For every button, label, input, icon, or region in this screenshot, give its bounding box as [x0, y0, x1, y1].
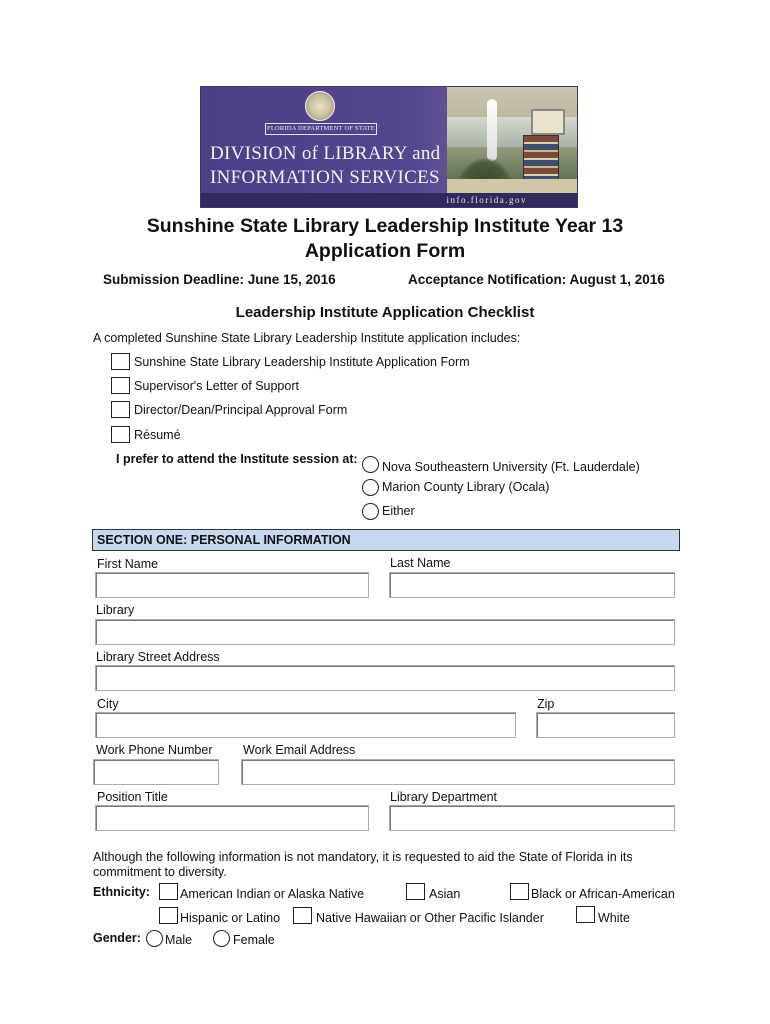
- checklist-checkbox-supervisor-letter[interactable]: [111, 377, 130, 394]
- heron-icon: [487, 99, 497, 161]
- first-name-input[interactable]: [95, 572, 369, 598]
- work-email-label: Work Email Address: [243, 743, 356, 757]
- section-one-title: SECTION ONE: PERSONAL INFORMATION: [97, 533, 351, 547]
- checklist-item-label: Sunshine State Library Leadership Institute Application Form: [134, 355, 470, 369]
- submission-deadline: Submission Deadline: June 15, 2016: [103, 272, 336, 287]
- state-seal-icon: [305, 91, 335, 121]
- section-one-header: [92, 529, 680, 551]
- ethnicity-label: Ethnicity:: [93, 885, 150, 899]
- library-input[interactable]: [95, 619, 675, 645]
- banner-line-2: INFORMATION SERVICES: [210, 167, 440, 188]
- banner-url: info.florida.gov: [201, 193, 577, 207]
- gender-radio-male[interactable]: [146, 930, 163, 947]
- session-option-label: Marion County Library (Ocala): [382, 480, 550, 494]
- library-label: Library: [96, 603, 135, 617]
- checklist-item-label: Résumé: [134, 428, 181, 442]
- position-title-label: Position Title: [97, 790, 168, 804]
- last-name-label: Last Name: [390, 556, 451, 570]
- last-name-input[interactable]: [389, 572, 675, 598]
- street-address-label: Library Street Address: [96, 650, 220, 664]
- session-prompt: I prefer to attend the Institute session at:: [116, 452, 358, 466]
- ethnicity-option-label: White: [598, 911, 630, 925]
- ethnicity-checkbox-black[interactable]: [510, 883, 529, 900]
- session-radio-marion[interactable]: [362, 479, 379, 496]
- ethnicity-option-label: Asian: [429, 887, 461, 901]
- street-address-input[interactable]: [95, 665, 675, 691]
- session-radio-nova[interactable]: [362, 456, 379, 473]
- checklist-item-label: Director/Dean/Principal Approval Form: [134, 403, 348, 417]
- ethnicity-option-label: Hispanic or Latino: [180, 911, 281, 925]
- checklist-heading: Leadership Institute Application Checklist: [235, 304, 535, 321]
- checklist-checkbox-application-form[interactable]: [111, 353, 130, 370]
- checklist-item-label: Supervisor's Letter of Support: [134, 379, 299, 393]
- banner-department: FLORIDA DEPARTMENT OF STATE: [265, 123, 377, 135]
- zip-input[interactable]: [536, 712, 675, 738]
- library-department-label: Library Department: [390, 790, 497, 804]
- ethnicity-checkbox-pacific-islander[interactable]: [293, 907, 312, 924]
- computer-screen-icon: [531, 109, 565, 135]
- form-title-line-1: Sunshine State Library Leadership Institute Year 13: [146, 215, 624, 237]
- ethnicity-checkbox-asian[interactable]: [406, 883, 425, 900]
- banner-line-1: DIVISION of LIBRARY and: [210, 143, 441, 164]
- ethnicity-option-label: Native Hawaiian or Other Pacific Islander: [316, 911, 544, 925]
- gender-option-label: Male: [165, 933, 193, 947]
- diversity-note-line-2: commitment to diversity.: [93, 865, 227, 879]
- acceptance-notification: Acceptance Notification: August 1, 2016: [408, 272, 665, 287]
- ethnicity-option-label: American Indian or Alaska Native: [180, 887, 365, 901]
- work-phone-label: Work Phone Number: [96, 743, 213, 757]
- position-title-input[interactable]: [95, 805, 369, 831]
- book-stack-icon: [523, 135, 559, 181]
- city-label: City: [97, 697, 119, 711]
- diversity-note-line-1: Although the following information is not mandatory, it is requested to aid the State of Florida in its: [93, 850, 633, 864]
- work-email-input[interactable]: [241, 759, 675, 785]
- library-department-input[interactable]: [389, 805, 675, 831]
- gender-label: Gender:: [93, 931, 141, 945]
- ethnicity-checkbox-hispanic[interactable]: [159, 907, 178, 924]
- gender-radio-female[interactable]: [213, 930, 230, 947]
- session-option-label: Nova Southeastern University (Ft. Lauderdale): [382, 460, 640, 474]
- session-radio-either[interactable]: [362, 503, 379, 520]
- work-phone-input[interactable]: [93, 759, 219, 785]
- banner-scene-image: [447, 87, 577, 193]
- ethnicity-checkbox-american-indian[interactable]: [159, 883, 178, 900]
- gender-option-label: Female: [233, 933, 275, 947]
- form-title-line-2: Application Form: [304, 240, 466, 262]
- checklist-checkbox-resume[interactable]: [111, 426, 130, 443]
- city-input[interactable]: [95, 712, 516, 738]
- first-name-label: First Name: [97, 557, 159, 571]
- checklist-intro: A completed Sunshine State Library Leadership Institute application includes:: [93, 331, 521, 345]
- session-option-label: Either: [382, 504, 415, 518]
- checklist-checkbox-approval-form[interactable]: [111, 401, 130, 418]
- ethnicity-checkbox-white[interactable]: [576, 906, 595, 923]
- zip-label: Zip: [537, 697, 555, 711]
- ethnicity-option-label: Black or African-American: [531, 887, 675, 901]
- division-banner-logo: [200, 86, 578, 208]
